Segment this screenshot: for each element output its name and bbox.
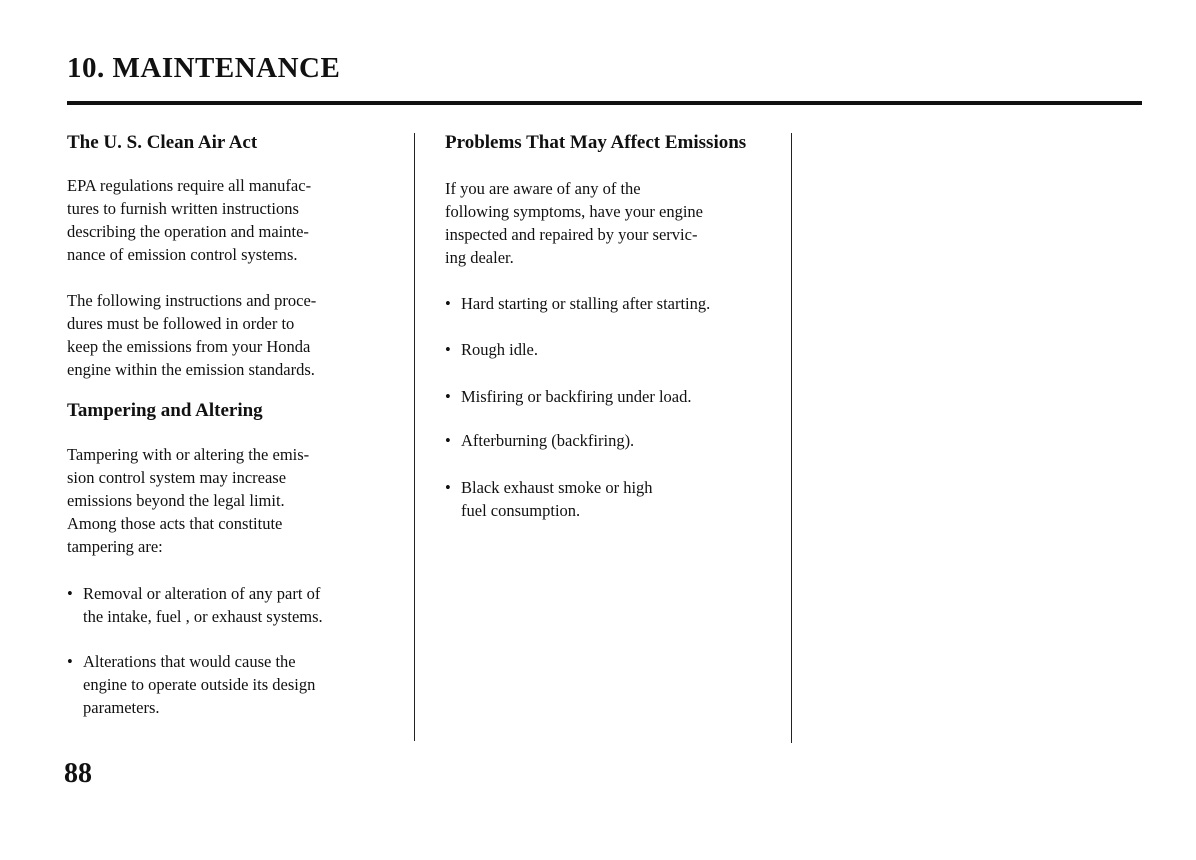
text-line: fuel consumption. bbox=[461, 501, 581, 520]
list-item bbox=[67, 582, 402, 628]
text-line: Rough idle. bbox=[461, 340, 538, 359]
text-line: emissions beyond the legal limit. bbox=[67, 491, 285, 510]
bullet-icon: • bbox=[445, 294, 451, 313]
problems-intro-paragraph bbox=[445, 177, 780, 269]
bullet-icon: • bbox=[67, 652, 73, 671]
column-divider-right bbox=[791, 133, 792, 743]
clean-air-act-paragraph-1 bbox=[67, 174, 402, 266]
list-item bbox=[445, 338, 780, 361]
list-item bbox=[445, 385, 780, 408]
middle-column bbox=[445, 128, 780, 522]
left-column bbox=[67, 128, 402, 719]
text-line: The following instructions and proce- bbox=[67, 291, 317, 310]
column-divider-left bbox=[414, 133, 415, 741]
list-item bbox=[445, 292, 780, 315]
title-divider bbox=[67, 101, 1142, 105]
page-number: 88 bbox=[64, 758, 92, 789]
text-line: dures must be followed in order to bbox=[67, 314, 295, 333]
text-line: ing dealer. bbox=[445, 248, 514, 267]
text-line: If you are aware of any of the bbox=[445, 179, 641, 198]
text-line: tampering are: bbox=[67, 537, 163, 556]
text-line: Misfiring or backfiring under load. bbox=[461, 387, 692, 406]
text-line: the intake, fuel , or exhaust systems. bbox=[83, 607, 323, 626]
text-line: engine to operate outside its design bbox=[83, 675, 316, 694]
list-item bbox=[445, 476, 780, 522]
section-title-clean-air-act: The U. S. Clean Air Act bbox=[67, 132, 258, 153]
bullet-icon: • bbox=[445, 431, 451, 450]
section-title-problems: Problems That May Affect Emissions bbox=[445, 132, 747, 153]
text-line: Among those acts that constitute bbox=[67, 514, 283, 533]
bullet-icon: • bbox=[445, 387, 451, 406]
text-line: EPA regulations require all manufac- bbox=[67, 176, 312, 195]
text-line: Tampering with or altering the emis- bbox=[67, 445, 310, 464]
text-line: inspected and repaired by your servic- bbox=[445, 225, 698, 244]
text-line: Alterations that would cause the bbox=[83, 652, 296, 671]
text-line: following symptoms, have your engine bbox=[445, 202, 704, 221]
chapter-title: 10. MAINTENANCE bbox=[67, 52, 341, 84]
text-line: describing the operation and mainte- bbox=[67, 222, 309, 241]
bullet-icon: • bbox=[445, 478, 451, 497]
section-title-tampering: Tampering and Altering bbox=[67, 400, 263, 421]
text-line: nance of emission control systems. bbox=[67, 245, 298, 264]
bullet-icon: • bbox=[67, 584, 73, 603]
text-line: Black exhaust smoke or high bbox=[461, 478, 653, 497]
text-line: parameters. bbox=[83, 698, 160, 717]
list-item bbox=[67, 650, 402, 719]
tampering-paragraph bbox=[67, 443, 402, 558]
text-line: sion control system may increase bbox=[67, 468, 287, 487]
list-item bbox=[445, 429, 780, 452]
clean-air-act-paragraph-2 bbox=[67, 289, 402, 381]
text-line: keep the emissions from your Honda bbox=[67, 337, 311, 356]
text-line: Afterburning (backfiring). bbox=[461, 431, 635, 450]
text-line: tures to furnish written instructions bbox=[67, 199, 299, 218]
text-line: engine within the emission standards. bbox=[67, 360, 315, 379]
text-line: Removal or alteration of any part of bbox=[83, 584, 321, 603]
text-line: Hard starting or stalling after starting. bbox=[461, 294, 711, 313]
bullet-icon: • bbox=[445, 340, 451, 359]
